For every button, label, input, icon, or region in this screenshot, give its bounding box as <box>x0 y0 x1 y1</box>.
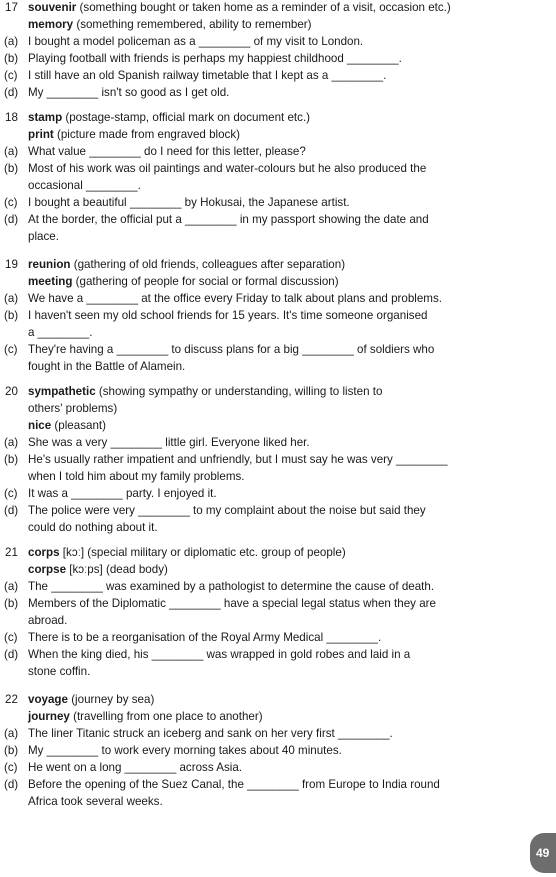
question-line <box>0 760 556 777</box>
line-text <box>28 257 345 274</box>
question-label: (d) <box>4 778 19 791</box>
vocabulary-word: reunion <box>28 258 71 271</box>
question-label: (a) <box>4 580 19 593</box>
line-text <box>28 68 386 85</box>
line-text <box>28 613 67 630</box>
line-text <box>28 274 339 291</box>
text-line <box>0 469 556 486</box>
vocabulary-word: meeting <box>28 275 73 288</box>
text-line <box>0 664 556 681</box>
question-text: She was a very ________ little girl. Everyone liked her. <box>28 436 310 449</box>
question-label: (d) <box>4 648 19 661</box>
line-text <box>28 325 92 342</box>
line-text <box>28 291 442 308</box>
text-line <box>0 794 556 811</box>
heading-line <box>0 545 556 562</box>
question-text: What value ________ do I need for this letter, please? <box>28 145 306 158</box>
vocabulary-word: memory <box>28 18 74 31</box>
question-text: He's usually rather impatient and unfriendly, but I must say he was very ________ <box>28 453 448 466</box>
text-line <box>0 359 556 376</box>
text-line <box>0 127 556 144</box>
text-line <box>0 613 556 630</box>
heading-line <box>0 384 556 401</box>
question-line <box>0 85 556 102</box>
line-text <box>28 17 312 34</box>
item-number: 21 <box>5 546 18 559</box>
heading-line <box>0 257 556 274</box>
line-text <box>28 726 393 743</box>
question-label: (c) <box>4 631 18 644</box>
exercise-section <box>0 384 556 537</box>
question-line <box>0 144 556 161</box>
item-number: 22 <box>5 693 18 706</box>
question-label: (a) <box>4 292 19 305</box>
question-line <box>0 34 556 51</box>
question-line <box>0 212 556 229</box>
question-text: They're having a ________ to discuss plans for a big ________ of soldiers who <box>28 343 435 356</box>
question-line <box>0 630 556 647</box>
question-text: Members of the Diplomatic ________ have a special legal status when they are <box>28 597 436 610</box>
question-label: (b) <box>4 597 19 610</box>
question-text: I still have an old Spanish railway timetable that I kept as a ________. <box>28 69 387 82</box>
definition-text: occasional ________. <box>28 179 141 192</box>
vocabulary-word: stamp <box>28 111 63 124</box>
definition-text: stone coffin. <box>28 665 91 678</box>
question-text: The liner Titanic struck an iceberg and sank on her very first ________. <box>28 727 393 740</box>
line-text <box>28 34 363 51</box>
question-label: (c) <box>4 761 18 774</box>
line-text <box>28 401 117 418</box>
line-text <box>28 503 426 520</box>
line-text <box>28 144 306 161</box>
line-text <box>28 359 185 376</box>
line-text <box>28 562 168 579</box>
line-text <box>28 342 434 359</box>
definition-text: when I told him about my family problems. <box>28 470 245 483</box>
question-text: The police were very ________ to my complaint about the noise but said they <box>28 504 426 517</box>
definition-text: could do nothing about it. <box>28 521 158 534</box>
question-text: My ________ isn't so good as I get old. <box>28 86 230 99</box>
definition-text: (showing sympathy or understanding, willing to listen to <box>95 385 383 398</box>
question-label: (c) <box>4 196 18 209</box>
question-line <box>0 596 556 613</box>
question-text: When the king died, his ________ was wrapped in gold robes and laid in a <box>28 648 411 661</box>
vocabulary-word: corps <box>28 546 60 559</box>
line-text <box>28 229 59 246</box>
question-line <box>0 308 556 325</box>
exercise-section <box>0 257 556 376</box>
question-line <box>0 503 556 520</box>
question-line <box>0 435 556 452</box>
definition-text: (something remembered, ability to remember) <box>73 18 312 31</box>
line-text <box>28 520 158 537</box>
question-text: We have a ________ at the office every Friday to talk about plans and problems. <box>28 292 442 305</box>
line-text <box>28 85 229 102</box>
text-line <box>0 418 556 435</box>
line-text <box>28 596 436 613</box>
question-line <box>0 777 556 794</box>
definition-text: others' problems) <box>28 402 118 415</box>
line-text <box>28 630 381 647</box>
definition-text: (gathering of old friends, colleagues after separation) <box>70 258 346 271</box>
question-label: (a) <box>4 436 19 449</box>
line-text <box>28 195 350 212</box>
line-text <box>28 794 163 811</box>
line-text <box>28 545 346 562</box>
heading-line <box>0 692 556 709</box>
question-text: Most of his work was oil paintings and water-colours but he also produced the <box>28 162 427 175</box>
line-text <box>28 51 402 68</box>
definition-text: (something bought or taken home as a reminder of a visit, occasion etc.) <box>76 1 451 14</box>
line-text <box>28 384 382 401</box>
question-line <box>0 51 556 68</box>
item-number: 20 <box>5 385 18 398</box>
exercise-section <box>0 0 556 102</box>
line-text <box>28 127 240 144</box>
line-text <box>28 110 310 127</box>
item-number: 19 <box>5 258 18 271</box>
question-text: I bought a beautiful ________ by Hokusai, the Japanese artist. <box>28 196 350 209</box>
line-text <box>28 486 217 503</box>
line-text <box>28 212 429 229</box>
text-line <box>0 274 556 291</box>
heading-line <box>0 0 556 17</box>
definition-text: Africa took several weeks. <box>28 795 163 808</box>
vocabulary-word: corpse <box>28 563 67 576</box>
question-label: (c) <box>4 69 18 82</box>
question-text: The ________ was examined by a pathologist to determine the cause of death. <box>28 580 435 593</box>
question-text: My ________ to work every morning takes about 40 minutes. <box>28 744 342 757</box>
line-text <box>28 418 106 435</box>
question-line <box>0 726 556 743</box>
text-line <box>0 562 556 579</box>
question-text: Before the opening of the Suez Canal, the ________ from Europe to India round <box>28 778 440 791</box>
line-text <box>28 709 263 726</box>
question-label: (b) <box>4 309 19 322</box>
definition-text: (picture made from engraved block) <box>53 128 240 141</box>
question-text: Playing football with friends is perhaps my happiest childhood ________. <box>28 52 402 65</box>
question-label: (a) <box>4 145 19 158</box>
question-text: I bought a model policeman as a ________ of my visit to London. <box>28 35 364 48</box>
definition-text: [kɔː] (special military or diplomatic etc. group of people) <box>59 546 346 559</box>
question-text: He went on a long ________ across Asia. <box>28 761 242 774</box>
question-label: (d) <box>4 213 19 226</box>
question-label: (b) <box>4 453 19 466</box>
question-label: (d) <box>4 504 19 517</box>
question-text: I haven't seen my old school friends for 15 years. It's time someone organised <box>28 309 428 322</box>
text-line <box>0 401 556 418</box>
question-line <box>0 161 556 178</box>
line-text <box>28 178 141 195</box>
question-line <box>0 743 556 760</box>
line-text <box>28 161 426 178</box>
line-text <box>28 452 448 469</box>
line-text <box>28 0 451 17</box>
vocabulary-word: nice <box>28 419 52 432</box>
question-line <box>0 647 556 664</box>
vocabulary-word: print <box>28 128 54 141</box>
definition-text: (journey by sea) <box>67 693 155 706</box>
text-line <box>0 325 556 342</box>
exercise-section <box>0 110 556 246</box>
exercise-section <box>0 545 556 681</box>
definition-text: place. <box>28 230 59 243</box>
text-line <box>0 229 556 246</box>
text-line <box>0 178 556 195</box>
definition-text: fought in the Battle of Alamein. <box>28 360 186 373</box>
question-label: (a) <box>4 727 19 740</box>
question-label: (d) <box>4 86 19 99</box>
line-text <box>28 435 310 452</box>
line-text <box>28 743 342 760</box>
question-line <box>0 579 556 596</box>
line-text <box>28 647 410 664</box>
question-line <box>0 195 556 212</box>
question-line <box>0 68 556 85</box>
vocabulary-word: journey <box>28 710 70 723</box>
item-number: 17 <box>5 1 18 14</box>
exercise-section <box>0 692 556 811</box>
definition-text: (postage-stamp, official mark on document etc.) <box>62 111 311 124</box>
text-line <box>0 520 556 537</box>
item-number: 18 <box>5 111 18 124</box>
page-number-badge: 49 <box>530 833 556 873</box>
line-text <box>28 777 440 794</box>
definition-text: (travelling from one place to another) <box>69 710 263 723</box>
vocabulary-word: souvenir <box>28 1 77 14</box>
definition-text: (pleasant) <box>51 419 106 432</box>
line-text <box>28 469 245 486</box>
question-label: (b) <box>4 744 19 757</box>
definition-text: (gathering of people for social or formal discussion) <box>72 275 339 288</box>
question-label: (b) <box>4 52 19 65</box>
text-line <box>0 709 556 726</box>
question-label: (a) <box>4 35 19 48</box>
question-line <box>0 452 556 469</box>
definition-text: a ________. <box>28 326 93 339</box>
question-label: (c) <box>4 343 18 356</box>
definition-text: [kɔːps] (dead body) <box>66 563 168 576</box>
question-line <box>0 291 556 308</box>
text-line <box>0 17 556 34</box>
line-text <box>28 760 242 777</box>
line-text <box>28 579 434 596</box>
vocabulary-word: voyage <box>28 693 68 706</box>
vocabulary-word: sympathetic <box>28 385 96 398</box>
question-label: (c) <box>4 487 18 500</box>
question-text: At the border, the official put a ________ in my passport showing the date and <box>28 213 429 226</box>
line-text <box>28 692 154 709</box>
question-line <box>0 342 556 359</box>
line-text <box>28 664 90 681</box>
question-text: There is to be a reorganisation of the Royal Army Medical ________. <box>28 631 382 644</box>
line-text <box>28 308 427 325</box>
definition-text: abroad. <box>28 614 68 627</box>
question-line <box>0 486 556 503</box>
question-text: It was a ________ party. I enjoyed it. <box>28 487 217 500</box>
heading-line <box>0 110 556 127</box>
question-label: (b) <box>4 162 19 175</box>
